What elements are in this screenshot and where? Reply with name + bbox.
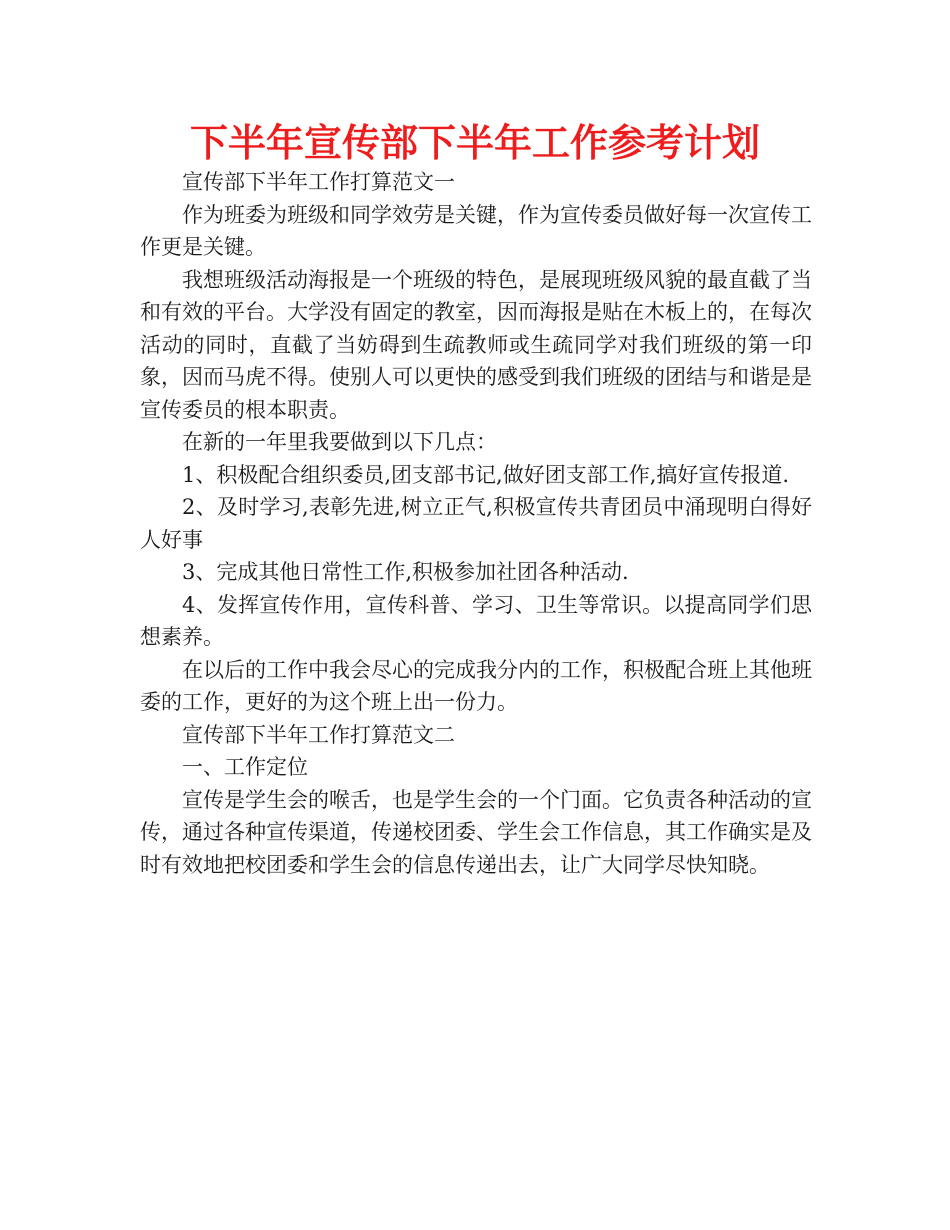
paragraph-2: 作为班委为班级和同学效劳是关键，作为宣传委员做好每一次宣传工作更是关键。 <box>140 202 812 259</box>
list-item-2: 2、及时学习,表彰先进,树立正气,积极宣传共青团员中涌现明白得好人好事 <box>140 495 812 552</box>
paragraph-5: 在以后的工作中我会尽心的完成我分内的工作，积极配合班上其他班委的工作，更好的为这个班上出一份力。 <box>140 657 812 714</box>
list-item-3: 3、完成其他日常性工作,积极参加社团各种活动. <box>182 560 629 584</box>
paragraph-1: 宣传部下半年工作打算范文一 <box>182 170 455 194</box>
subsection-heading: 一、工作定位 <box>182 755 308 779</box>
list-item-1: 1、积极配合组织委员,团支部书记,做好团支部工作,搞好宣传报道. <box>182 462 790 487</box>
paragraph-4: 在新的一年里我要做到以下几点： <box>182 430 497 454</box>
section-heading-2: 宣传部下半年工作打算范文二 <box>182 722 455 747</box>
document-body <box>140 166 812 881</box>
list-item-4: 4、发挥宣传作用，宣传科普、学习、卫生等常识。以提高同学们思想素养。 <box>140 592 812 649</box>
document-title: 下半年宣传部下半年工作参考计划 <box>189 121 760 165</box>
paragraph-3: 我想班级活动海报是一个班级的特色，是展现班级风貌的最直截了当和有效的平台。大学没有固定的教室，因而海报是贴在木板上的，在每次活动的同时，直截了当妨碍到生疏教师或生疏同学对我们班级的第一印象，因而马虎不得。使别人可以更快的感受到我们班级的团结与和谐是是宣传委员的根本职责。 <box>140 267 812 422</box>
paragraph-6: 宣传是学生会的喉舌，也是学生会的一个门面。它负责各种活动的宣传，通过各种宣传渠道，传递校团委、学生会工作信息，其工作确实是及时有效地把校团委和学生会的信息传递出去，让广大同学尽快知晓。 <box>140 787 812 877</box>
